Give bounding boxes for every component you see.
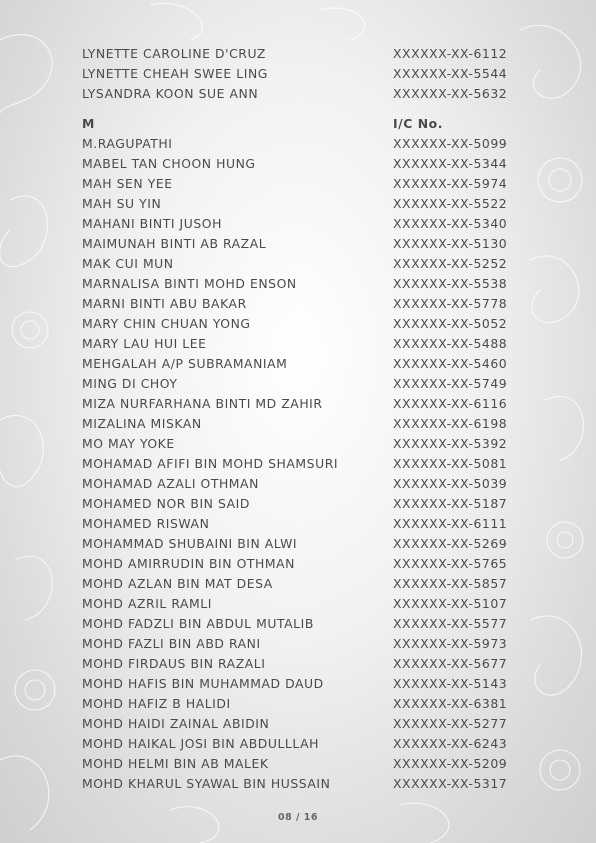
ic-number: XXXXXX-XX-5392 xyxy=(393,436,508,451)
person-name: MOHD HAFIS BIN MUHAMMAD DAUD xyxy=(82,676,324,691)
table-row xyxy=(0,84,596,104)
table-row xyxy=(0,674,596,694)
person-name: MARNALISA BINTI MOHD ENSON xyxy=(82,276,297,291)
ic-number: XXXXXX-XX-5857 xyxy=(393,576,508,591)
ic-number: XXXXXX-XX-5778 xyxy=(393,296,508,311)
person-name: MOHD FIRDAUS BIN RAZALI xyxy=(82,656,266,671)
ic-number: XXXXXX-XX-6243 xyxy=(393,736,508,751)
person-name: MAH SEN YEE xyxy=(82,176,173,191)
person-name: MARY LAU HUI LEE xyxy=(82,336,207,351)
ic-number: XXXXXX-XX-5269 xyxy=(393,536,508,551)
table-row xyxy=(0,134,596,154)
person-name: MO MAY YOKE xyxy=(82,436,175,451)
table-row xyxy=(0,394,596,414)
table-row xyxy=(0,414,596,434)
ic-number: XXXXXX-XX-5974 xyxy=(393,176,508,191)
person-name: MABEL TAN CHOON HUNG xyxy=(82,156,256,171)
person-name: MING DI CHOY xyxy=(82,376,178,391)
table-row xyxy=(0,174,596,194)
ic-number: XXXXXX-XX-5277 xyxy=(393,716,508,731)
table-row xyxy=(0,574,596,594)
person-name: M.RAGUPATHI xyxy=(82,136,173,151)
person-name: MOHAMMAD SHUBAINI BIN ALWI xyxy=(82,536,298,551)
ic-number: XXXXXX-XX-5187 xyxy=(393,496,508,511)
ic-number: XXXXXX-XX-6112 xyxy=(393,46,508,61)
person-name: LYSANDRA KOON SUE ANN xyxy=(82,86,259,101)
person-name: MOHD HELMI BIN AB MALEK xyxy=(82,756,269,771)
person-name: MEHGALAH A/P SUBRAMANIAM xyxy=(82,356,288,371)
table-row xyxy=(0,234,596,254)
table-row xyxy=(0,454,596,474)
person-name: MAIMUNAH BINTI AB RAZAL xyxy=(82,236,267,251)
person-name: MARY CHIN CHUAN YONG xyxy=(82,316,251,331)
table-row xyxy=(0,314,596,334)
ic-number: XXXXXX-XX-5460 xyxy=(393,356,508,371)
table-row xyxy=(0,294,596,314)
ic-number: XXXXXX-XX-5544 xyxy=(393,66,508,81)
person-name: MAH SU YIN xyxy=(82,196,162,211)
person-name: LYNETTE CAROLINE D'CRUZ xyxy=(82,46,266,61)
person-name: MIZA NURFARHANA BINTI MD ZAHIR xyxy=(82,396,323,411)
table-row xyxy=(0,274,596,294)
person-name: MOHAMAD AFIFI BIN MOHD SHAMSURI xyxy=(82,456,339,471)
table-row xyxy=(0,654,596,674)
table-row xyxy=(0,594,596,614)
person-name: MOHD AZRIL RAMLI xyxy=(82,596,212,611)
person-name: MOHAMED NOR BIN SAID xyxy=(82,496,250,511)
ic-number: XXXXXX-XX-5130 xyxy=(393,236,508,251)
table-row xyxy=(0,534,596,554)
person-name: MOHD FADZLI BIN ABDUL MUTALIB xyxy=(82,616,314,631)
section-header xyxy=(0,114,596,134)
person-name: MOHD HAIDI ZAINAL ABIDIN xyxy=(82,716,270,731)
person-name: MAHANI BINTI JUSOH xyxy=(82,216,222,231)
ic-number: XXXXXX-XX-5632 xyxy=(393,86,508,101)
ic-number: XXXXXX-XX-5143 xyxy=(393,676,508,691)
table-row xyxy=(0,334,596,354)
table-row xyxy=(0,554,596,574)
table-row xyxy=(0,374,596,394)
person-name: MOHD FAZLI BIN ABD RANI xyxy=(82,636,261,651)
ic-number: XXXXXX-XX-5538 xyxy=(393,276,508,291)
ic-number: XXXXXX-XX-6381 xyxy=(393,696,508,711)
table-row xyxy=(0,434,596,454)
ic-number: XXXXXX-XX-5577 xyxy=(393,616,508,631)
person-name: MOHD AMIRRUDIN BIN OTHMAN xyxy=(82,556,295,571)
person-name: MOHD KHARUL SYAWAL BIN HUSSAIN xyxy=(82,776,331,791)
table-row xyxy=(0,44,596,64)
ic-number: XXXXXX-XX-6116 xyxy=(393,396,508,411)
ic-number: XXXXXX-XX-5488 xyxy=(393,336,508,351)
ic-number: XXXXXX-XX-5052 xyxy=(393,316,508,331)
ic-number: XXXXXX-XX-5099 xyxy=(393,136,508,151)
table-row xyxy=(0,354,596,374)
ic-number: XXXXXX-XX-5344 xyxy=(393,156,508,171)
ic-number: XXXXXX-XX-5522 xyxy=(393,196,508,211)
ic-number: XXXXXX-XX-5973 xyxy=(393,636,508,651)
table-row xyxy=(0,614,596,634)
person-name: MOHD AZLAN BIN MAT DESA xyxy=(82,576,273,591)
ic-number: XXXXXX-XX-5340 xyxy=(393,216,508,231)
ic-number: XXXXXX-XX-5039 xyxy=(393,476,508,491)
ic-number: XXXXXX-XX-5107 xyxy=(393,596,508,611)
ic-number: XXXXXX-XX-5765 xyxy=(393,556,508,571)
person-name: MARNI BINTI ABU BAKAR xyxy=(82,296,247,311)
table-row xyxy=(0,254,596,274)
table-row xyxy=(0,634,596,654)
person-name: MOHD HAFIZ B HALIDI xyxy=(82,696,231,711)
person-name: MOHD HAIKAL JOSI BIN ABDULLLAH xyxy=(82,736,320,751)
table-row xyxy=(0,734,596,754)
person-name: MIZALINA MISKAN xyxy=(82,416,202,431)
person-name: MAK CUI MUN xyxy=(82,256,174,271)
person-name: MOHAMED RISWAN xyxy=(82,516,210,531)
table-row xyxy=(0,694,596,714)
table-row xyxy=(0,194,596,214)
table-row xyxy=(0,494,596,514)
table-row xyxy=(0,774,596,794)
table-row xyxy=(0,754,596,774)
table-row xyxy=(0,514,596,534)
page-number: 08 / 16 xyxy=(277,812,319,823)
ic-number: XXXXXX-XX-5081 xyxy=(393,456,508,471)
ic-number: XXXXXX-XX-5749 xyxy=(393,376,508,391)
table-row xyxy=(0,214,596,234)
section-letter: M xyxy=(82,116,95,131)
table-row xyxy=(0,474,596,494)
table-row xyxy=(0,154,596,174)
person-name: LYNETTE CHEAH SWEE LING xyxy=(82,66,268,81)
person-name: MOHAMAD AZALI OTHMAN xyxy=(82,476,259,491)
ic-number: XXXXXX-XX-5209 xyxy=(393,756,508,771)
table-row xyxy=(0,64,596,84)
ic-number: XXXXXX-XX-5252 xyxy=(393,256,508,271)
ic-number: XXXXXX-XX-5317 xyxy=(393,776,508,791)
ic-number: XXXXXX-XX-5677 xyxy=(393,656,508,671)
ic-column-header: I/C No. xyxy=(393,116,443,131)
table-row xyxy=(0,714,596,734)
ic-number: XXXXXX-XX-6111 xyxy=(393,516,508,531)
ic-number: XXXXXX-XX-6198 xyxy=(393,416,508,431)
